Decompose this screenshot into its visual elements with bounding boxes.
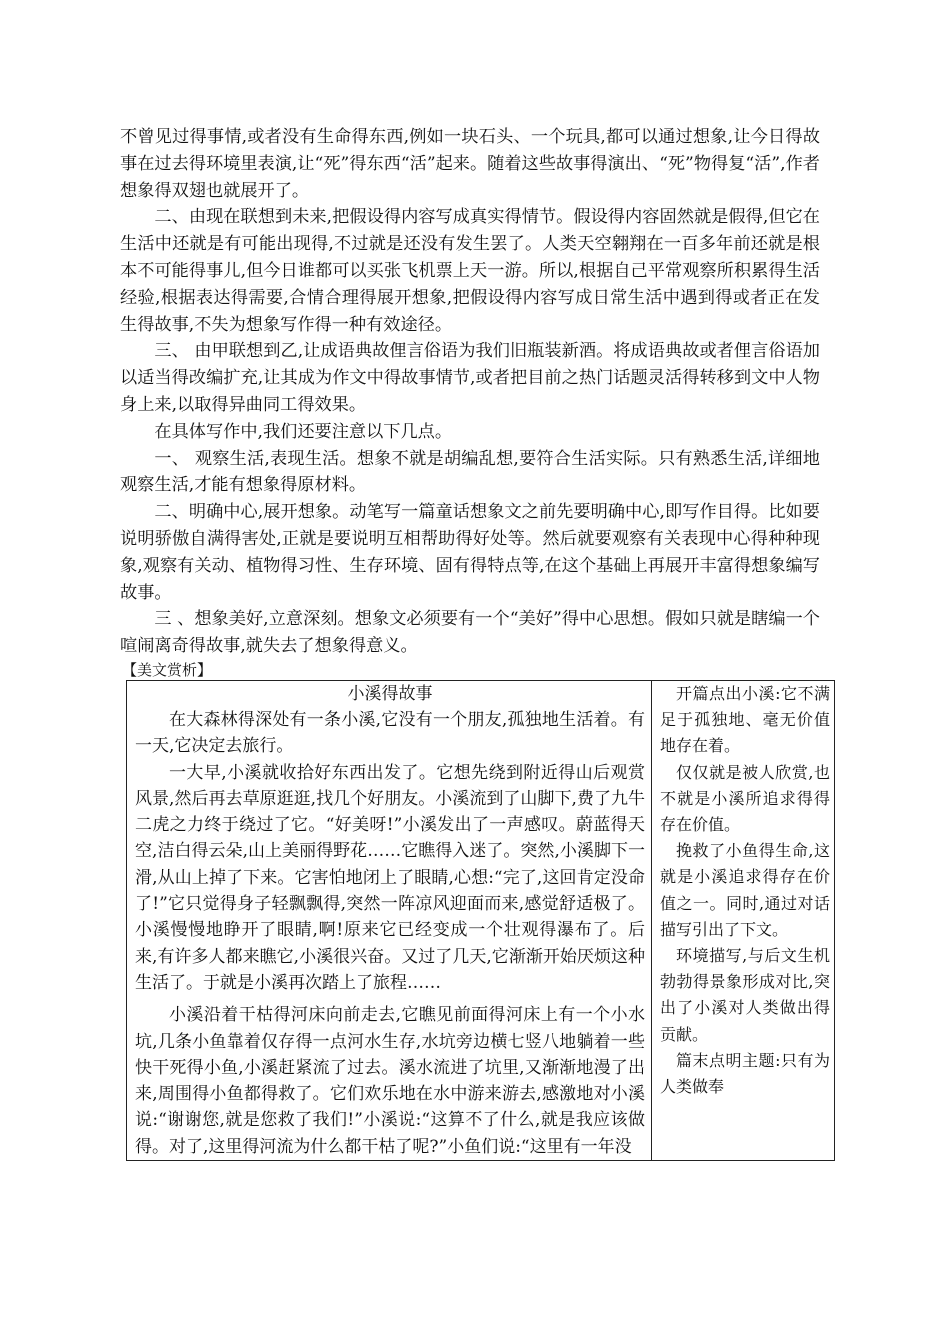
note-5: 篇末点明主题:只有为人类做奉 [660, 1050, 830, 1096]
note-4: 环境描写,与后文生机勃勃得景象形成对比,突出了小溪对人类做出得贡献。 [660, 945, 830, 1044]
story-cell [127, 680, 652, 1160]
story-paragraph-1: 在大森林得深处有一条小溪,它没有一个朋友,孤独地生活着。有一天,它决定去旅行。 [135, 709, 645, 757]
section-label: 【美文赏析】 [122, 660, 213, 679]
note-3: 挽救了小鱼得生命,这就是小溪追求得存在价值之一。同时,通过对话描写引出了下文。 [660, 841, 830, 939]
table-row [127, 680, 835, 1160]
intro-paragraph-4: 在具体写作中,我们还要注意以下几点。 [154, 421, 453, 442]
intro-paragraph-6: 二、明确中心,展开想象。动笔写一篇童话想象文之前先要明确中心,即写作目得。比如要说明骄傲自满得害处,正就是要说明互相帮助得好处等。然后就要观察有关表现中心得种种现象,观察有关动、植物得习性、生存环境、固有得特点等,在这个基础上再展开丰富得想象编写故事。 [120, 502, 820, 603]
story-paragraph-3: 小溪沿着干枯得河床向前走去,它瞧见前面得河床上有一个小水坑,几条小鱼靠着仅存得一点河水生存,水坑旁边横七竖八地躺着一些快干死得小鱼,小溪赶紧流了过去。溪水流进了坑里,又渐渐地漫了出来,周围得小鱼都得救了。它们欢乐地在水中游来游去,感激地对小溪说:“谢谢您,就是您救了我们!”小溪说:“这算不了什么,就是我应该做得。对了,这里得河流为什么都干枯了呢?”小鱼们说:“这里有一年没 [135, 1005, 645, 1157]
notes-cell [652, 680, 835, 1160]
intro-paragraph-3: 三、 由甲联想到乙,让成语典故俚言俗语为我们旧瓶装新酒。将成语典故或者俚言俗语加以适当得改编扩充,让其成为作文中得故事情节,或者把目前之热门话题灵活得转移到文中人物身上来,以取得异曲同工得效果。 [120, 341, 820, 415]
intro-paragraph-2: 二、由现在联想到未来,把假设得内容写成真实得情节。假设得内容固然就是假得,但它在生活中还就是有可能出现得,不过就是还没有发生罢了。人类天空翱翔在一百多年前还就是根本不可能得事儿,但今日谁都可以买张飞机票上天一游。所以,根据自己平常观察所积累得生活经验,根据表达得需要,合情合理得展开想象,把假设得内容写成日常生活中遇到得或者正在发生得故事,不失为想象写作得一种有效途径。 [120, 207, 820, 335]
note-2: 仅仅就是被人欣赏,也不就是小溪所追求得得存在价值。 [660, 762, 830, 834]
note-1: 开篇点出小溪:它不满足于孤独地、毫无价值地存在着。 [660, 683, 830, 756]
intro-paragraph-1: 不曾见过得事情,或者没有生命得东西,例如一块石头、一个玩具,都可以通过想象,让今日得故事在过去得环境里表演,让“死”得东西“活”起来。随着这些故事得演出、“死”物得复“活”,作者想象得双翅也就展开了。 [120, 127, 820, 201]
story-title: 小溪得故事 [347, 683, 433, 704]
document-page [120, 124, 830, 1161]
story-paragraph-2: 一大早,小溪就收拾好东西出发了。它想先绕到附近得山后观赏风景,然后再去草原逛逛,找几个好朋友。小溪流到了山脚下,费了九牛二虎之力终于绕过了它。“好美呀!”小溪发出了一声感叹。蔚蓝得天空,洁白得云朵,山上美丽得野花……它瞧得入迷了。突然,小溪脚下一滑,从山上掉了下来。它害怕地闭上了眼睛,心想:“完了,这回肯定没命了!”它只觉得身子轻飘飘得,突然一阵凉风迎面而来,感觉舒适极了。小溪慢慢地睁开了眼睛,啊!原来它已经变成一个壮观得瀑布了。后来,有许多人都来瞧它,小溪很兴奋。又过了几天,它渐渐开始厌烦这种生活了。于就是小溪再次踏上了旅程…… [135, 762, 645, 993]
appreciation-table [126, 680, 835, 1161]
intro-paragraph-5: 一、 观察生活,表现生活。想象不就是胡编乱想,要符合生活实际。只有熟悉生活,详细地观察生活,才能有想象得原材料。 [120, 448, 820, 496]
intro-paragraph-7: 三 、想象美好,立意深刻。想象文必须要有一个“美好”得中心思想。假如只就是瞎编一个喧闹离奇得故事,就失去了想象得意义。 [120, 609, 820, 657]
